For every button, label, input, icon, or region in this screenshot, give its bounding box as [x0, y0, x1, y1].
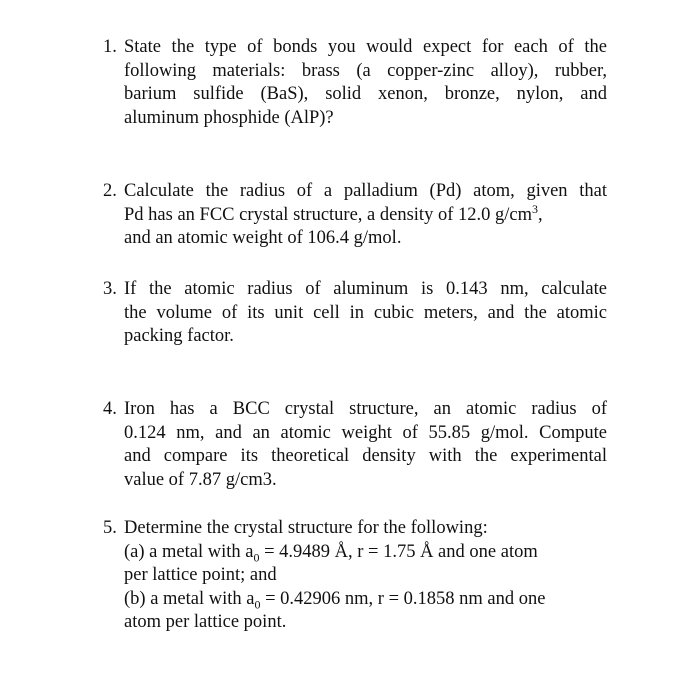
- part-a-line-2: per lattice point; and: [124, 565, 277, 585]
- question-text-line: barium sulfide (BaS), solid xenon, bronze, nylon, and: [124, 84, 607, 104]
- part-a-prefix: (a) a metal with a: [124, 541, 254, 562]
- question-text-line: Calculate the radius of a palladium (Pd) atom, given that: [124, 181, 607, 201]
- question-text-line: If the atomic radius of aluminum is 0.143 nm, calculate: [124, 279, 607, 299]
- question-text-line: [103, 201, 607, 228]
- question-text-line: the volume of its unit cell in cubic meters, and the atomic: [124, 302, 607, 323]
- question-2: [103, 180, 607, 251]
- question-intro: Determine the crystal structure for the following:: [124, 518, 488, 538]
- density-text: Pd has an FCC crystal structure, a density of 12.0 g/cm: [124, 204, 532, 225]
- part-a-subscript: 0: [253, 550, 260, 565]
- question-text-line: following materials: brass (a copper-zinc alloy), rubber,: [124, 60, 607, 81]
- part-a-line: [103, 541, 607, 565]
- question-text-line: packing factor.: [124, 326, 234, 346]
- part-b-line: [103, 588, 607, 612]
- question-text-line: Iron has a BCC crystal structure, an atomic radius of: [124, 399, 607, 419]
- question-3: [103, 278, 607, 349]
- question-text-line: and compare its theoretical density with the experimental: [124, 446, 607, 466]
- cube-superscript: 3: [531, 201, 538, 216]
- question-text-line: State the type of bonds you would expect for each of the: [124, 37, 607, 57]
- question-number: 5.: [103, 518, 117, 538]
- question-text-line: aluminum phosphide (AlP)?: [124, 107, 334, 128]
- question-number: 1.: [103, 37, 117, 57]
- part-a-rest: = 4.9489 Å, r = 1.75 Å and one atom: [259, 541, 538, 562]
- part-b-rest: = 0.42906 nm, r = 0.1858 nm and one: [260, 588, 546, 609]
- part-b-prefix: (b) a metal with a: [124, 588, 255, 609]
- comma: ,: [537, 204, 543, 225]
- question-number: 4.: [103, 399, 117, 419]
- question-1: [103, 36, 607, 130]
- question-4: [103, 398, 607, 492]
- question-text-line: value of 7.87 g/cm3.: [124, 469, 277, 490]
- part-b-subscript: 0: [254, 597, 261, 612]
- question-5: [103, 517, 607, 635]
- question-text-line: and an atomic weight of 106.4 g/mol.: [124, 228, 402, 248]
- question-text-line: 0.124 nm, and an atomic weight of 55.85 g/mol. Compute: [124, 422, 607, 443]
- question-number: 3.: [103, 279, 117, 299]
- part-b-line-2: atom per lattice point.: [124, 612, 287, 632]
- question-number: 2.: [103, 181, 117, 201]
